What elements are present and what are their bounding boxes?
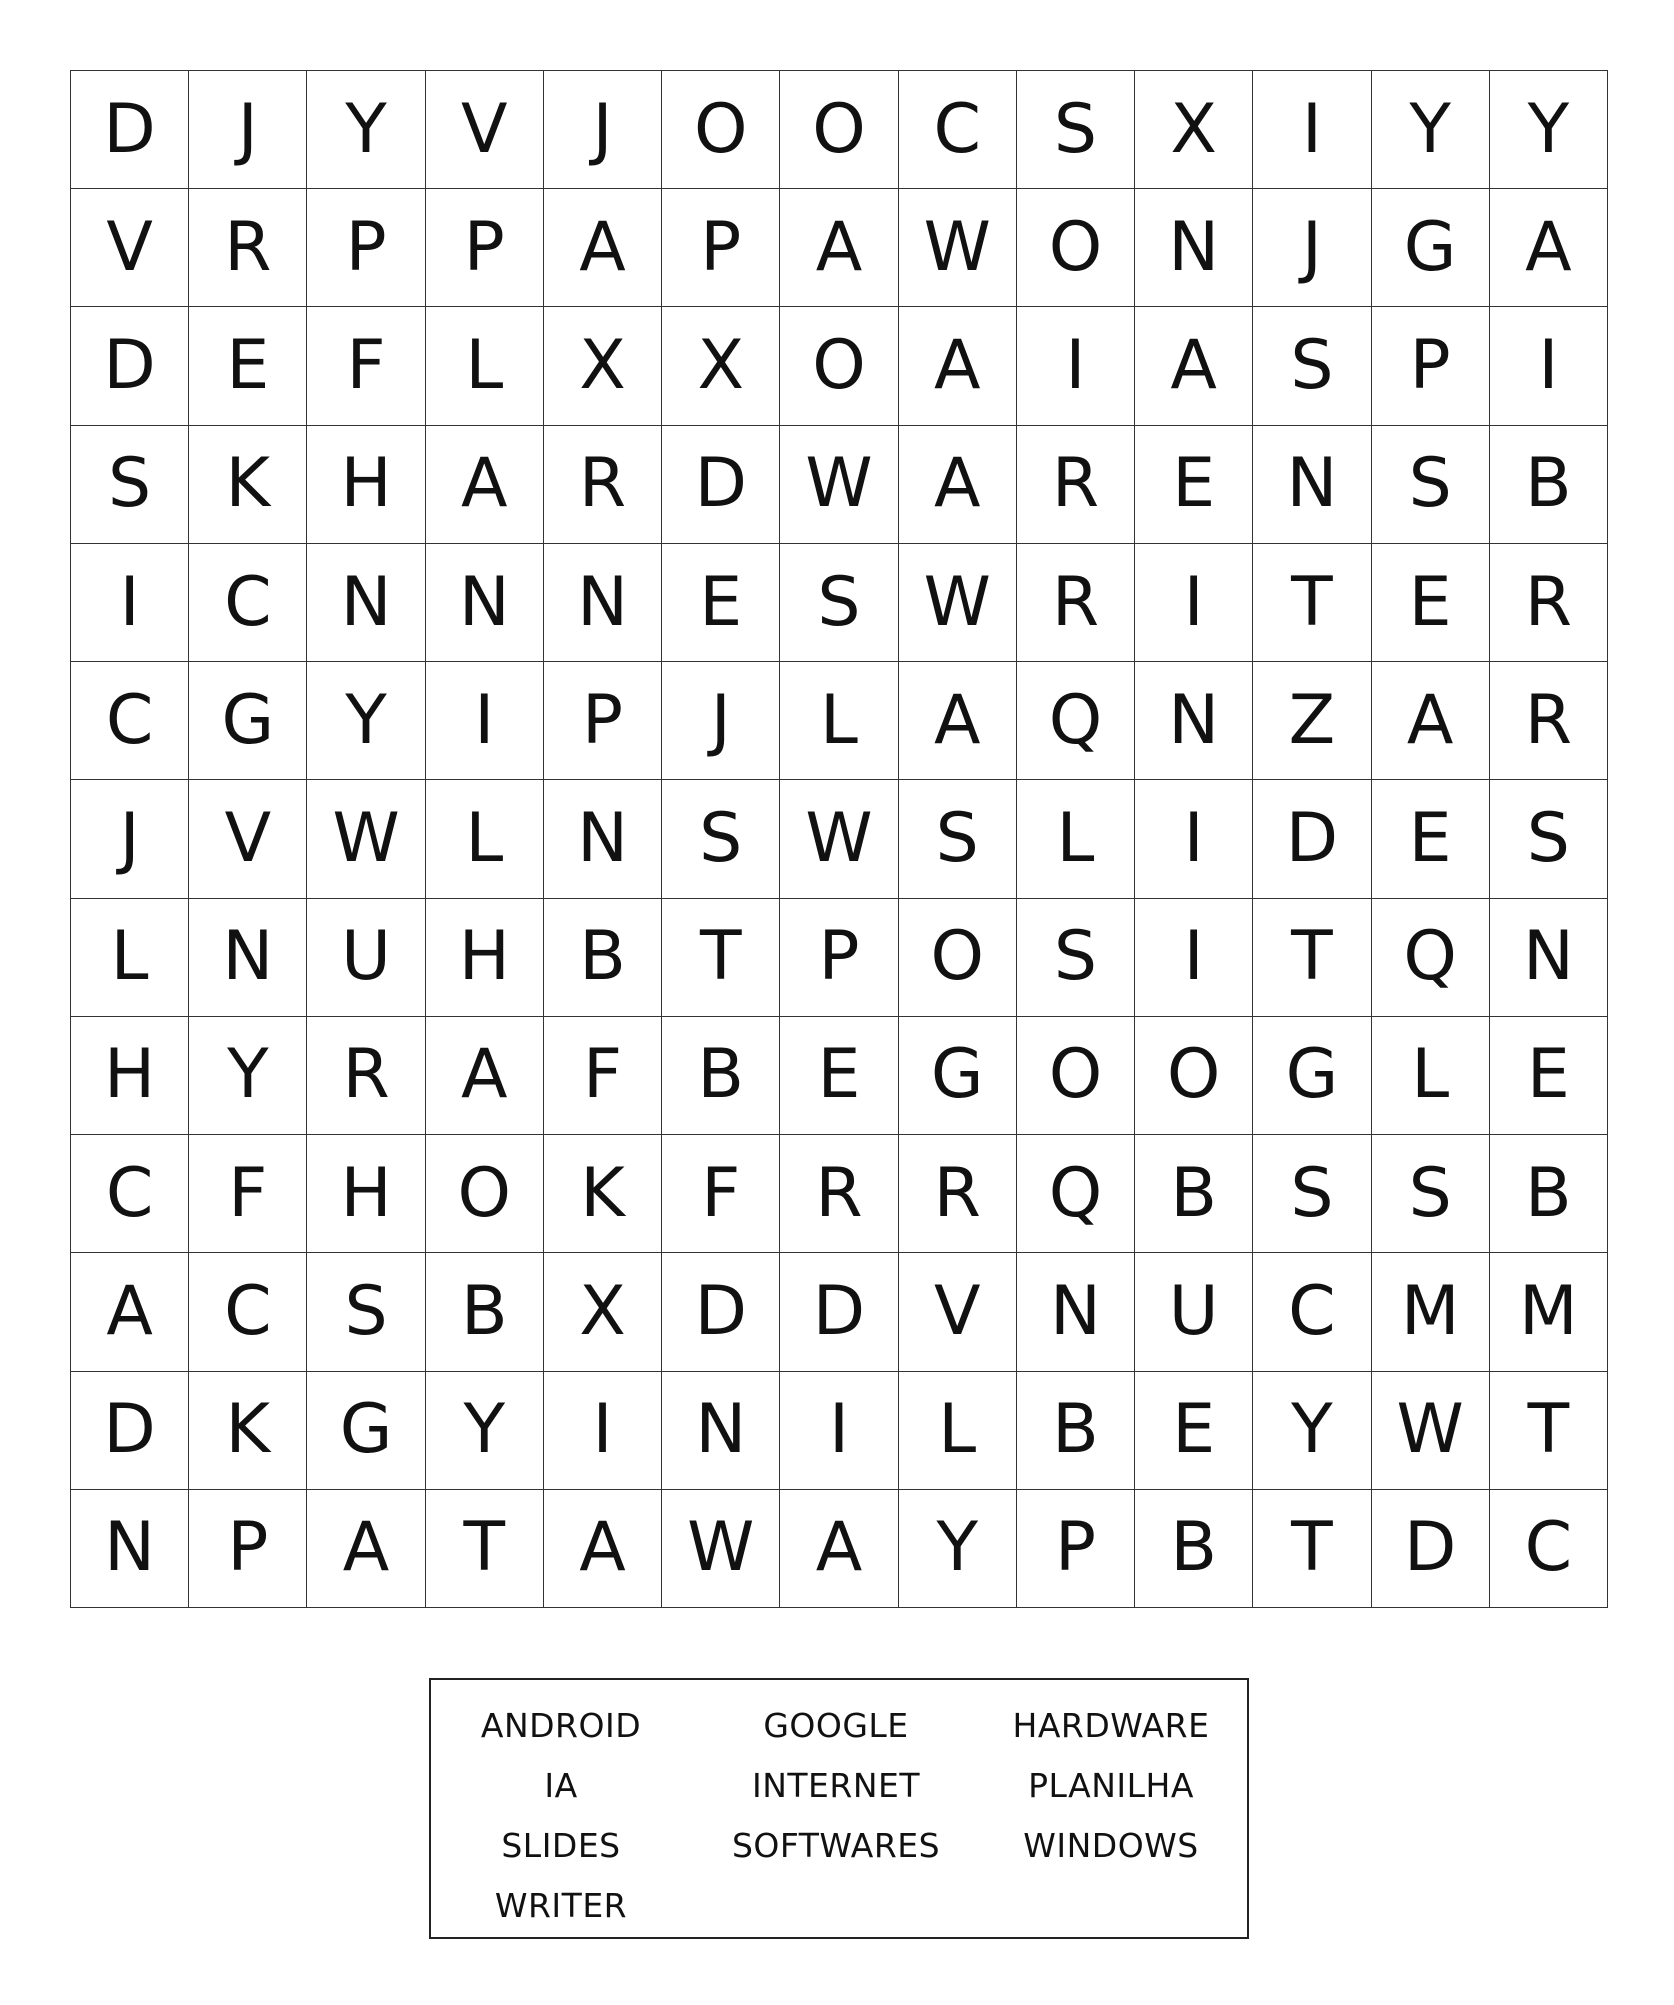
grid-cell[interactable]: B [1135,1490,1253,1608]
grid-cell[interactable]: I [544,1372,662,1490]
grid-cell[interactable]: U [1135,1253,1253,1371]
grid-cell[interactable]: L [426,780,544,898]
word-bank-item: WINDOWS [1023,1826,1199,1865]
grid-cell[interactable]: F [189,1135,307,1253]
grid-cell[interactable]: C [1253,1253,1371,1371]
grid-cell[interactable]: N [426,544,544,662]
grid-cell[interactable]: R [780,1135,898,1253]
grid-cell[interactable]: P [1372,307,1490,425]
grid-cell[interactable]: N [189,899,307,1017]
grid-cell[interactable]: I [1135,780,1253,898]
grid-cell[interactable]: J [1253,189,1371,307]
grid-cell[interactable]: A [544,1490,662,1608]
grid-cell[interactable]: N [1490,899,1608,1017]
grid-cell[interactable]: I [1135,899,1253,1017]
word-bank-item: SOFTWARES [731,1826,941,1865]
grid-cell[interactable]: G [189,662,307,780]
grid-cell[interactable]: G [1253,1017,1371,1135]
grid-cell[interactable]: H [71,1017,189,1135]
grid-cell[interactable]: T [426,1490,544,1608]
grid-cell[interactable]: L [1017,780,1135,898]
grid-cell[interactable]: R [1017,426,1135,544]
grid-cell[interactable]: W [662,1490,780,1608]
grid-cell[interactable]: O [426,1135,544,1253]
grid-cell[interactable]: K [189,1372,307,1490]
grid-cell[interactable]: V [71,189,189,307]
grid-cell[interactable]: J [189,71,307,189]
grid-cell[interactable]: A [1372,662,1490,780]
grid-cell[interactable]: D [1372,1490,1490,1608]
grid-cell[interactable]: Q [1017,662,1135,780]
grid-cell[interactable]: A [1135,307,1253,425]
word-bank-item: SLIDES [501,1826,621,1865]
grid-cell[interactable]: B [662,1017,780,1135]
grid-cell[interactable]: W [1372,1372,1490,1490]
grid-cell[interactable]: S [71,426,189,544]
grid-cell[interactable]: N [1017,1253,1135,1371]
grid-cell[interactable]: T [1490,1372,1608,1490]
grid-cell[interactable]: N [307,544,425,662]
grid-cell[interactable]: I [1017,307,1135,425]
grid-cell[interactable]: Y [1253,1372,1371,1490]
grid-cell[interactable]: S [1490,780,1608,898]
word-bank-item: ANDROID [480,1706,642,1745]
grid-cell[interactable]: E [780,1017,898,1135]
grid-cell[interactable]: H [426,899,544,1017]
grid-cell[interactable]: H [307,1135,425,1253]
grid-cell[interactable]: B [1135,1135,1253,1253]
grid-cell[interactable]: F [307,307,425,425]
grid-cell[interactable]: C [71,1135,189,1253]
grid-cell[interactable]: B [1490,1135,1608,1253]
grid-cell[interactable]: S [899,780,1017,898]
grid-cell[interactable]: S [780,544,898,662]
word-bank-item: GOOGLE [763,1706,909,1745]
grid-cell[interactable]: A [71,1253,189,1371]
grid-cell[interactable]: T [1253,544,1371,662]
grid-cell[interactable]: W [307,780,425,898]
word-bank-item: WRITER [494,1886,628,1925]
grid-cell[interactable]: P [426,189,544,307]
grid-cell[interactable]: I [1490,307,1608,425]
grid-cell[interactable]: S [1017,71,1135,189]
grid-cell[interactable]: R [1490,544,1608,662]
grid-cell[interactable]: J [71,780,189,898]
grid-cell[interactable]: H [307,426,425,544]
grid-cell[interactable]: A [780,189,898,307]
grid-cell[interactable]: S [1372,426,1490,544]
grid-cell[interactable]: B [1490,426,1608,544]
grid-cell[interactable]: N [662,1372,780,1490]
grid-cell[interactable]: O [1017,189,1135,307]
grid-cell[interactable]: P [189,1490,307,1608]
grid-cell[interactable]: W [899,544,1017,662]
grid-cell[interactable]: S [1253,307,1371,425]
grid-cell[interactable]: E [1135,426,1253,544]
word-bank-item: INTERNET [751,1766,921,1805]
grid-cell[interactable]: X [544,307,662,425]
grid-cell[interactable]: T [662,899,780,1017]
grid-cell[interactable]: I [1253,71,1371,189]
grid-cell[interactable]: P [544,662,662,780]
grid-cell[interactable]: A [426,426,544,544]
grid-cell[interactable]: U [307,899,425,1017]
grid-cell[interactable]: V [899,1253,1017,1371]
grid-cell[interactable]: Y [899,1490,1017,1608]
grid-cell[interactable]: I [71,544,189,662]
word-bank-item: IA [544,1766,578,1805]
grid-cell[interactable]: A [1490,189,1608,307]
grid-cell[interactable]: F [544,1017,662,1135]
grid-cell[interactable]: G [1372,189,1490,307]
grid-cell[interactable]: Z [1253,662,1371,780]
grid-cell[interactable]: E [1490,1017,1608,1135]
grid-cell[interactable]: M [1372,1253,1490,1371]
grid-cell[interactable]: L [71,899,189,1017]
grid-cell[interactable]: V [189,780,307,898]
grid-cell[interactable]: R [189,189,307,307]
grid-cell[interactable]: R [899,1135,1017,1253]
grid-cell[interactable]: P [307,189,425,307]
grid-cell[interactable]: T [1253,1490,1371,1608]
grid-cell[interactable]: C [71,662,189,780]
grid-cell[interactable]: C [1490,1490,1608,1608]
grid-cell[interactable]: W [780,426,898,544]
grid-cell[interactable]: B [1017,1372,1135,1490]
grid-cell[interactable]: A [780,1490,898,1608]
grid-cell[interactable]: S [662,780,780,898]
grid-cell[interactable]: K [544,1135,662,1253]
grid-cell[interactable]: Y [1490,71,1608,189]
grid-cell[interactable]: D [662,426,780,544]
grid-cell[interactable]: Y [307,71,425,189]
grid-cell[interactable]: O [1135,1017,1253,1135]
grid-cell[interactable]: N [544,780,662,898]
grid-cell[interactable]: E [1372,780,1490,898]
grid-cell[interactable]: E [1372,544,1490,662]
grid-cell[interactable]: A [899,662,1017,780]
grid-cell[interactable]: P [662,189,780,307]
grid-cell[interactable]: R [544,426,662,544]
grid-cell[interactable]: D [662,1253,780,1371]
grid-cell[interactable]: N [1135,662,1253,780]
word-bank-item: HARDWARE [1012,1706,1210,1745]
grid-cell[interactable]: M [1490,1253,1608,1371]
grid-cell[interactable]: P [780,899,898,1017]
grid-cell[interactable]: E [1135,1372,1253,1490]
grid-cell[interactable]: W [899,189,1017,307]
grid-cell[interactable]: D [71,307,189,425]
grid-cell[interactable]: S [1372,1135,1490,1253]
grid-cell[interactable]: G [899,1017,1017,1135]
grid-cell[interactable]: O [899,899,1017,1017]
grid-cell[interactable]: D [780,1253,898,1371]
word-search-grid [70,70,1608,1608]
word-list [425,1696,1247,1936]
grid-cell[interactable]: Y [189,1017,307,1135]
grid-cell[interactable]: R [307,1017,425,1135]
grid-cell[interactable]: L [780,662,898,780]
grid-cell[interactable]: V [426,71,544,189]
grid-cell[interactable]: D [71,71,189,189]
word-bank [429,1678,1249,1939]
grid-cell[interactable]: S [307,1253,425,1371]
grid-cell[interactable]: G [307,1372,425,1490]
grid-cell[interactable]: R [1017,544,1135,662]
grid-cell[interactable]: L [1372,1017,1490,1135]
grid-cell[interactable]: A [899,307,1017,425]
grid-cell[interactable]: E [189,307,307,425]
grid-cell[interactable]: T [1253,899,1371,1017]
word-bank-item: PLANILHA [1028,1766,1194,1805]
grid-cell[interactable]: C [189,544,307,662]
grid-cell[interactable]: N [1253,426,1371,544]
grid-cell[interactable]: S [1017,899,1135,1017]
grid-cell[interactable]: C [899,71,1017,189]
grid-cell[interactable]: Y [307,662,425,780]
grid-cell[interactable]: D [1253,780,1371,898]
grid-cell[interactable]: J [662,662,780,780]
grid-cell[interactable]: X [544,1253,662,1371]
grid-cell[interactable]: A [544,189,662,307]
grid-cell[interactable]: Q [1017,1135,1135,1253]
grid-cell[interactable]: K [189,426,307,544]
grid-cell[interactable]: L [426,307,544,425]
grid-cell[interactable]: C [189,1253,307,1371]
grid-cell[interactable]: X [662,307,780,425]
grid-cell[interactable]: A [307,1490,425,1608]
grid-cell[interactable]: S [1253,1135,1371,1253]
grid-cell[interactable]: B [426,1253,544,1371]
grid-cell[interactable]: B [544,899,662,1017]
grid-cell[interactable]: L [899,1372,1017,1490]
grid-cell[interactable]: A [899,426,1017,544]
grid-cell[interactable]: O [1017,1017,1135,1135]
grid-cell[interactable]: A [426,1017,544,1135]
grid-cell[interactable]: Q [1372,899,1490,1017]
grid-cell[interactable]: O [780,71,898,189]
grid-cell[interactable]: P [1017,1490,1135,1608]
grid-cell[interactable]: I [1135,544,1253,662]
grid-cell[interactable]: E [662,544,780,662]
grid-cell[interactable]: Y [426,1372,544,1490]
grid-cell[interactable]: D [71,1372,189,1490]
grid-cell[interactable]: Y [1372,71,1490,189]
grid-cell[interactable]: N [1135,189,1253,307]
grid-cell[interactable]: O [780,307,898,425]
grid-cell[interactable]: I [426,662,544,780]
grid-cell[interactable]: N [544,544,662,662]
grid-cell[interactable]: O [662,71,780,189]
grid-cell[interactable]: F [662,1135,780,1253]
grid-cell[interactable]: X [1135,71,1253,189]
grid-cell[interactable]: R [1490,662,1608,780]
grid-cell[interactable]: W [780,780,898,898]
grid-cell[interactable]: J [544,71,662,189]
grid-cell[interactable]: I [780,1372,898,1490]
grid-cell[interactable]: N [71,1490,189,1608]
